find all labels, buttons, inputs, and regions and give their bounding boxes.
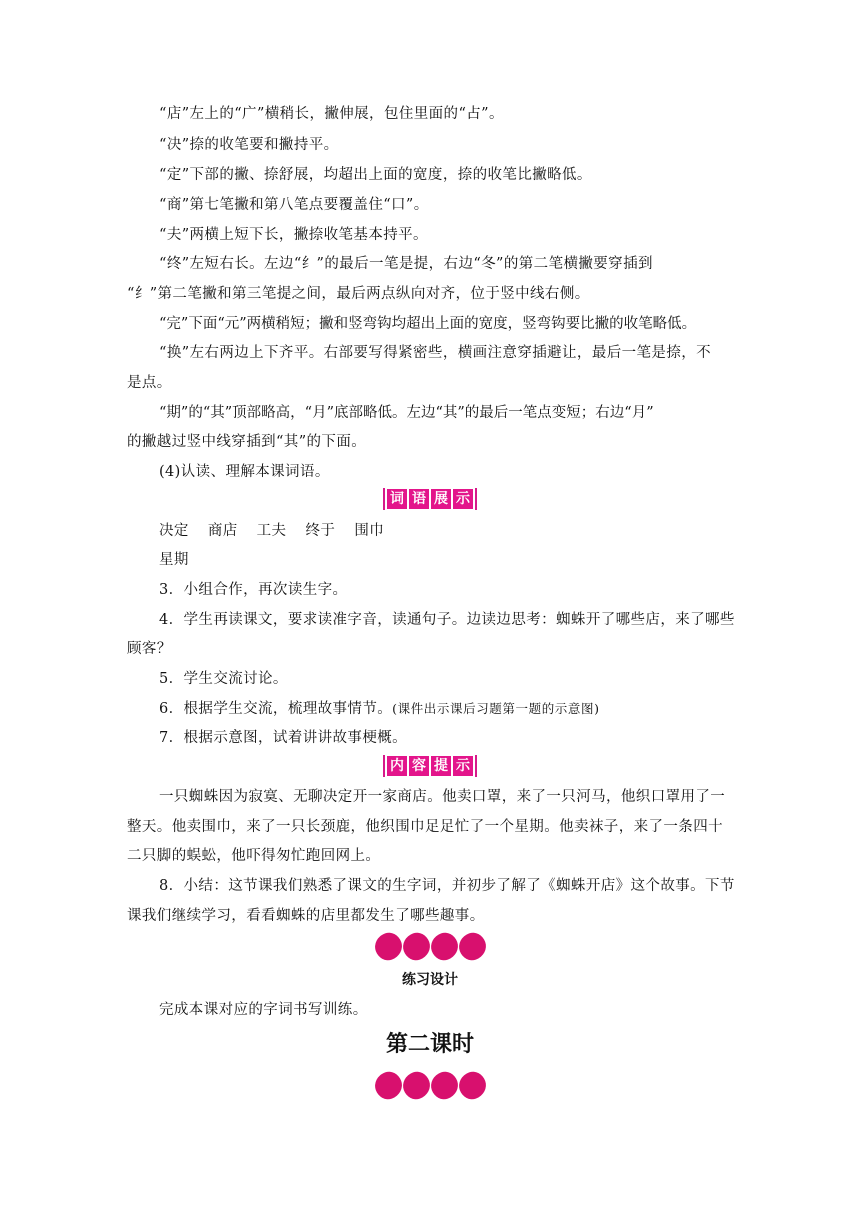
petal-icon	[455, 929, 490, 964]
step-text: 6．根据学生交流，梳理故事情节。	[159, 701, 393, 717]
petal-icon	[371, 929, 406, 964]
step: 7．根据示意图，试着讲讲故事梗概。	[159, 730, 408, 746]
word-item: 星期	[159, 552, 189, 568]
word-item: 工夫	[256, 523, 287, 539]
step-continuation: 顾客？	[127, 641, 172, 657]
paragraph: “店”左上的“广”横稍长，撇伸展，包住里面的“占”。	[159, 106, 504, 122]
step-continuation: 课我们继续学习，看看蜘蛛的店里都发生了哪些趣事。	[127, 908, 485, 924]
paragraph: “换”左右两边上下齐平。右部要写得紧密些，横画注意穿插避让，最后一笔是捺，不	[159, 345, 712, 361]
paragraph-continuation: 是点。	[127, 375, 172, 391]
exercise-title: 练习设计	[402, 972, 458, 988]
step: 8．小结：这节课我们熟悉了课文的生字词，并初步了解了《蜘蛛开店》这个故事。下节	[159, 878, 735, 894]
petal-icon	[455, 1068, 490, 1103]
banner-char: 语	[409, 489, 429, 509]
section-title: 第二课时	[385, 1032, 474, 1057]
paragraph: “定”下部的撇、捺舒展，均超出上面的宽度，捺的收笔比撇略低。	[159, 167, 592, 183]
paragraph: “完”下面“元”两横稍短；撇和竖弯钩均超出上面的宽度，竖弯钩要比撇的收笔略低。	[159, 316, 697, 332]
petal-icon	[399, 929, 434, 964]
banner-char: 展	[431, 489, 451, 509]
summary-text: 一只蜘蛛因为寂寞、无聊决定开一家商店。他卖口罩，来了一只河马，他织口罩用了一	[159, 789, 726, 805]
paragraph-continuation: “纟”第二笔撇和第三笔提之间，最后两点纵向对齐，位于竖中线右侧。	[127, 286, 590, 302]
word-item: 围巾	[354, 523, 385, 539]
banner-char: 内	[387, 756, 407, 776]
summary-text: 二只脚的蜈蚣，他吓得匆忙跑回网上。	[127, 848, 381, 864]
petal-icon	[427, 1068, 462, 1103]
petal-icon	[399, 1068, 434, 1103]
banner-word-display	[0, 488, 860, 510]
word-item: 决定	[159, 523, 189, 539]
step: 3．小组合作，再次读生字。	[159, 582, 348, 598]
step: 5．学生交流讨论。	[159, 671, 288, 687]
banner-char: 示	[453, 756, 473, 776]
banner-content-hint	[0, 755, 860, 777]
paragraph: “终”左短右长。左边“纟”的最后一笔是提，右边“冬”的第二笔横撇要穿插到	[159, 256, 653, 272]
banner-char: 示	[453, 489, 473, 509]
paragraph: “期”的“其”顶部略高，“月”底部略低。左边“其”的最后一笔点变短；右边“月”	[159, 405, 654, 421]
summary-text: 整天。他卖围巾，来了一只长颈鹿，他织围巾足足忙了一个星期。他卖袜子，来了一条四十	[127, 819, 723, 835]
petal-icon	[427, 929, 462, 964]
paragraph: “夫”两横上短下长，撇捺收笔基本持平。	[159, 227, 428, 243]
decorative-dots	[0, 1072, 860, 1099]
paragraph: (4)认读、理解本课词语。	[159, 464, 330, 480]
banner-char: 容	[409, 756, 429, 776]
word-item: 终于	[305, 523, 336, 539]
paragraph: “决”捺的收笔要和撇持平。	[159, 137, 339, 153]
banner-char: 提	[431, 756, 451, 776]
paragraph-continuation: 的撇越过竖中线穿插到“其”的下面。	[127, 434, 367, 450]
step	[159, 699, 737, 719]
decorative-dots	[0, 933, 860, 960]
exercise-text: 完成本课对应的字词书写训练。	[159, 1002, 368, 1018]
word-item: 商店	[207, 523, 238, 539]
word-list	[159, 521, 737, 541]
step-note: (课件出示课后习题第一题的示意图)	[392, 701, 600, 716]
petal-icon	[371, 1068, 406, 1103]
step: 4．学生再读课文，要求读准字音，读通句子。边读边思考：蜘蛛开了哪些店，来了哪些	[159, 612, 735, 628]
paragraph: “商”第七笔撇和第八笔点要覆盖住“口”。	[159, 197, 429, 213]
banner-char: 词	[387, 489, 407, 509]
